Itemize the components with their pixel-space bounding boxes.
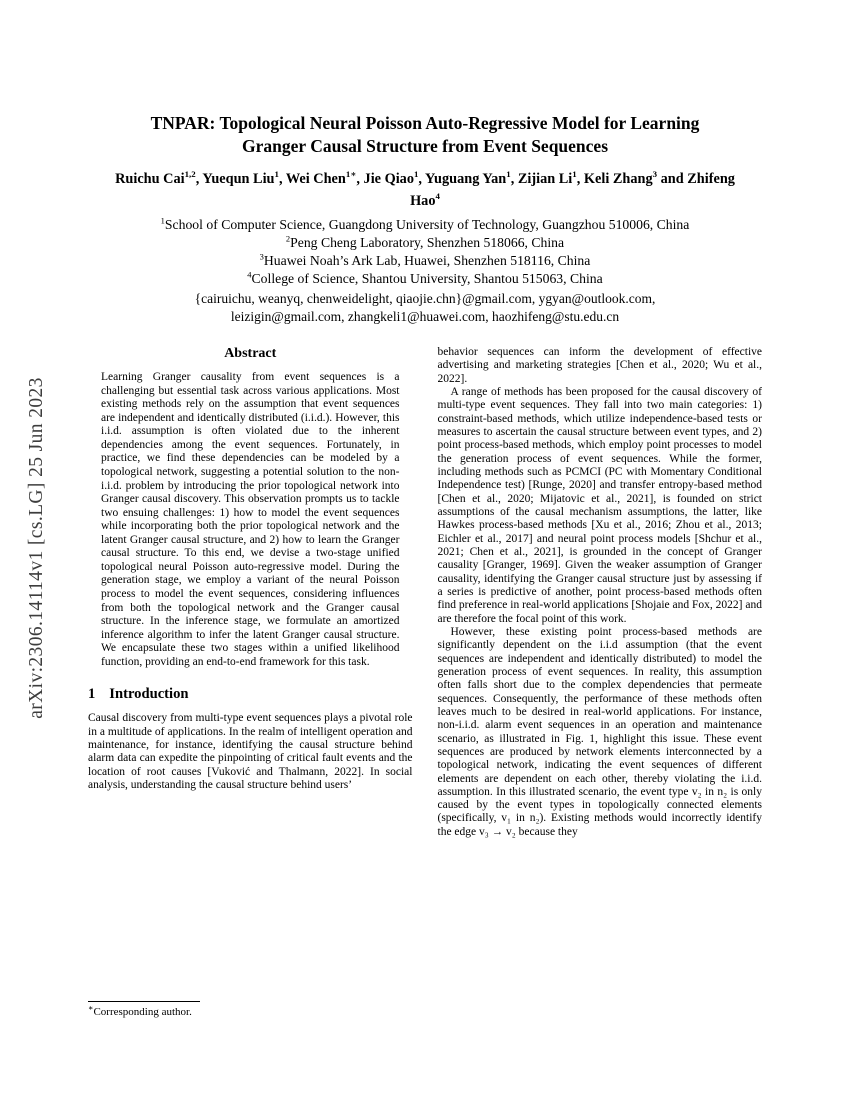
author: Keli Zhang$^3$ and: [583, 169, 688, 188]
author-line: [105, 168, 745, 212]
affiliation: $^3$Huawei Noah’s Ark Lab, Huawei, Shenzhen 518116, China: [259, 251, 591, 268]
affiliation: $^2$Peng Cheng Laboratory, Shenzhen 518066, China: [285, 233, 565, 250]
author-affiliation-mark: 4: [435, 191, 440, 202]
section-number: 1: [88, 686, 96, 703]
left-column: [88, 346, 413, 1024]
footnote-rule: [88, 1001, 200, 1002]
author-affiliation-mark: 1: [274, 169, 279, 180]
author: Ruichu Cai$^{1,2}$,: [115, 169, 203, 188]
abstract-heading: Abstract: [224, 346, 277, 361]
paper-title: [88, 112, 762, 158]
author-affiliation-mark: 1∗: [345, 169, 357, 180]
email-line-2: leizigin@gmail.com, zhangkeli1@huawei.com, haozhifeng@stu.edu.cn: [230, 309, 620, 325]
section-heading-introduction: [88, 686, 413, 703]
two-column-body: [88, 346, 762, 1024]
email-line-1: {cairuichu, weanyq, chenweidelight, qiaojie.chn}@gmail.com, ygyan@outlook.com,: [194, 291, 656, 307]
intro-paragraph: Causal discovery from multi-type event sequences plays a pivotal role in a multitude of applications. In the realm of intelligent operation and maintenance, for instance, identifying the causal structure behind alarm data can expedite the pinpointing of critical fault events and the location of root causes [Vuković and Thalmann, 2022]. In social analysis, understanding the causal structure behind users’: [88, 712, 413, 792]
right-column: [438, 346, 763, 1024]
author: Yuguang Yan$^1$,: [425, 169, 518, 188]
author-affiliation-mark: 1,2: [184, 169, 196, 180]
author: Yuequn Liu$^1$,: [202, 169, 286, 188]
title-line-1: TNPAR: Topological Neural Poisson Auto-Regressive Model for Learning: [150, 113, 700, 133]
abstract-text: Learning Granger causality from event sequences is a challenging but essential task across various applications. Most existing methods rely on the assumption that event sequences are independent and identically distributed (i.i.d.). However, this i.i.d. assumption is often violated due to the inherent dependencies among the event sequences. Fortunately, in practice, we find these dependencies can be modeled by a topological network, suggesting a potential solution to the non-i.i.d. problem by introducing the prior topological network into Granger causal discovery. This observation prompts us to tackle two ensuing challenges: 1) how to model the event sequences while incorporating both the prior topological network and the latent Granger causal structure, and 2) how to learn the Granger causal structure. To this end, we devise a two-stage unified topological neural Poisson auto-regressive model. During the generation stage, we employ a variant of the neural Poisson process to model the event sequences, considering influences from both the topological network and the Granger causal structure. In the inference stage, we formulate an amortized inference algorithm to infer the latent Granger causal structure. We encapsulate these two stages within a unified likelihood function, providing an end-to-end framework for this task.: [101, 371, 400, 668]
arxiv-watermark: arXiv:2306.14114v1 [cs.LG] 25 Jun 2023: [26, 377, 47, 719]
body-paragraph: However, these existing point process-based methods are significantly dependent on the i.i.d assumption (that the event sequences are independent and identically distributed) to model the generation process of event sequences. In reality, this assumption often falls short due to the complex dependencies that permeate sequences. Consequently, the performance of these methods often leaves much to be desired in real-world applications. For instance, non-i.i.d. alarm event sequences in an operation and maintenance scenario, as illustrated in Fig. 1, highlight this issue. These event sequences are produced by network elements interconnected by a topological network, indicating the event sequences of different elements are dependent on each other, thereby violating the i.i.d. assumption. In this illustrated scenario, the event type v₂ in n₂ is only caused by the event types in topologically connected elements (specifically, v₁ in n₂). Existing methods would incorrectly identify the edge v₃ → v₂ because they: [437, 625, 762, 838]
email-line: [88, 290, 762, 326]
author-affiliation-mark: 1: [572, 169, 577, 180]
affiliation: $^1$School of Computer Science, Guangdong University of Technology, Guangzhou 510006, China: [160, 214, 690, 232]
author: Wei Chen$^{1∗}$,: [285, 169, 364, 188]
author: Zijian Li$^1$,: [517, 169, 584, 188]
footnote-text: ∗Corresponding author.: [88, 1003, 192, 1018]
author-affiliation-mark: 1: [413, 169, 419, 180]
title-line-2: Granger Causal Structure from Event Sequences: [241, 136, 609, 157]
footnote-marker: ∗: [88, 1003, 94, 1013]
abstract-section: [88, 346, 413, 669]
paper-header: [88, 112, 762, 326]
author: Zhifeng Hao$^4$: [410, 171, 735, 210]
body-paragraph: behavior sequences can inform the development of effective advertising and marketing strategies [Chen et al., 2020; Wu et al., 2022].: [437, 346, 762, 385]
affiliation: $^4$College of Science, Shantou University, Shantou 515063, China: [247, 269, 603, 287]
footnote: [88, 1001, 413, 1024]
body-paragraph: A range of methods has been proposed for the causal discovery of multi-type event sequences. They fall into two main categories: 1) constraint-based methods, which utilize independence-based tests or measures to ascertain the causal structure between event types, and 2) point process-based methods, which employ point processes to model the generation process of event sequences. While the former, including methods such as PCMCI (PC with Momentary Conditional Independence test) [Runge, 2020] and transfer entropy-based method [Chen et al., 2020; Mijatovic et al., 2021], is founded on strict assumptions of the causal mechanism assumptions, the latter, like Hawkes process-based methods [Xu et al., 2016; Zhou et al., 2013; Eichler et al., 2017] and neural point process models [Shchur et al., 2021; Chen et al., 2021], is grounded in the concept of Granger causality [Granger, 1969]. Given the weaker assumption of Granger causality, identifying the Granger causal structure just by assessing if a series is predictive of another, point process-based methods often find preference in real-world applications [Shojaie and Fox, 2022] and are therefore the focal point of this work.: [437, 385, 762, 625]
author-affiliation-mark: 1: [506, 169, 511, 180]
affiliation-list: [88, 216, 762, 289]
section-title: Introduction: [109, 686, 189, 703]
author: Jie Qiao$^1$,: [363, 169, 426, 188]
author-affiliation-mark: 3: [652, 169, 658, 180]
